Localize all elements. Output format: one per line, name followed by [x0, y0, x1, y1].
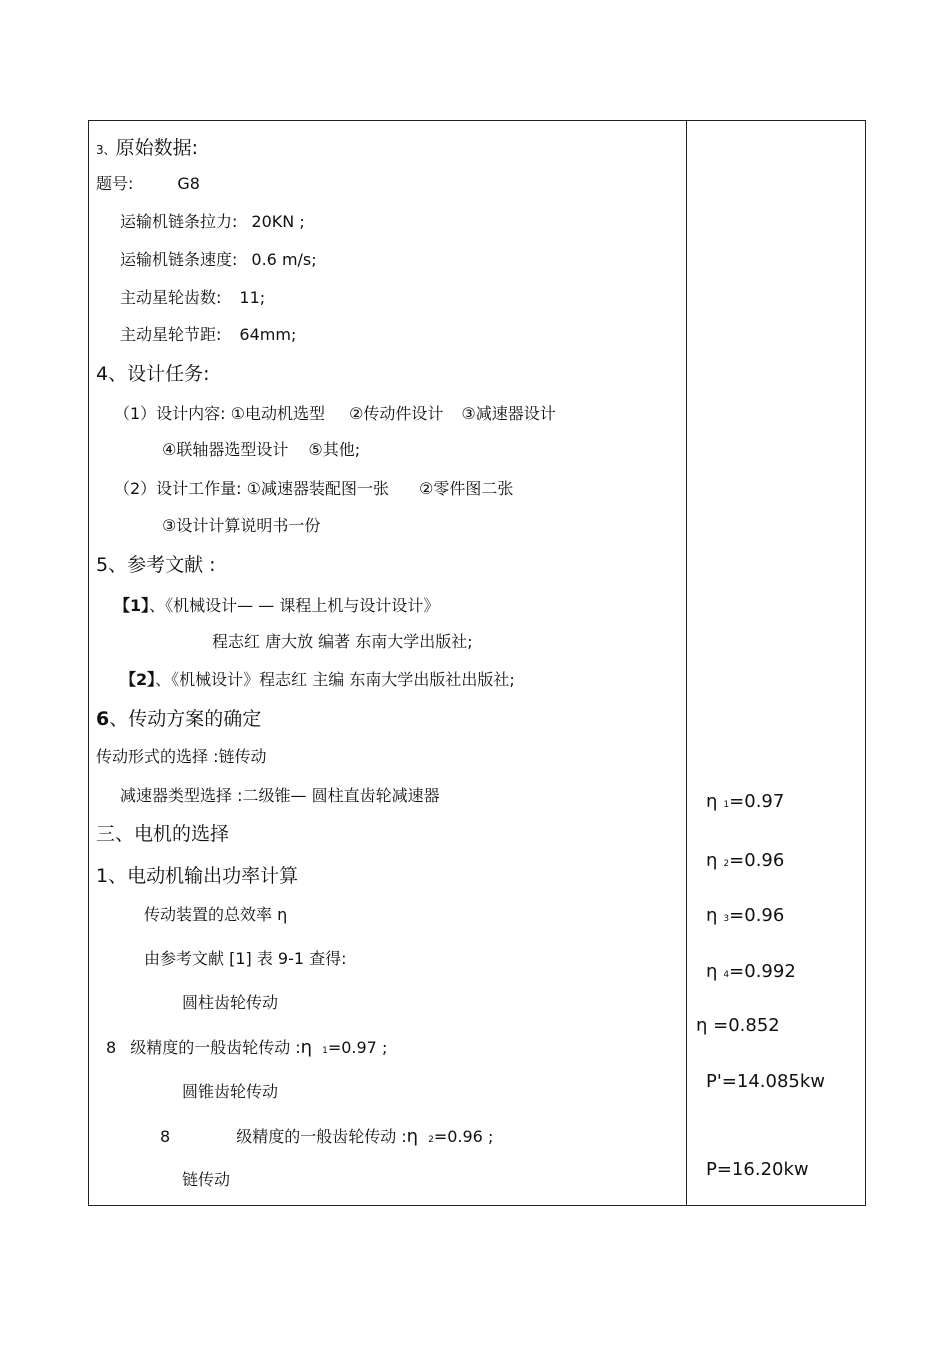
section-6-title: 、传动方案的确定 [109, 708, 262, 730]
reference-1-number: 【1】 [114, 596, 150, 615]
param-row [120, 250, 317, 270]
task-2-item-b: ②零件图二张 [419, 479, 514, 498]
param-label: 主动星轮齿数: [120, 288, 222, 307]
precision-text: 级精度的一般齿轮传动 : [236, 1127, 407, 1146]
eta-symbol: η [696, 1015, 708, 1036]
task-1-item-e: ⑤其他; [308, 440, 361, 459]
section-6-heading [96, 707, 261, 731]
eta-subscript: 4 [723, 970, 730, 980]
eta-symbol: η [706, 850, 718, 871]
param-value: 20KN ; [251, 212, 305, 231]
eta-value: =0.97 ; [327, 1038, 388, 1057]
section-3-heading [96, 136, 198, 160]
bevel-gear-label: 圆锥齿轮传动 [182, 1082, 279, 1101]
chain-drive-label: 链传动 [182, 1170, 231, 1189]
param-label: 运输机链条速度: [120, 250, 238, 269]
section-5-heading: 5、参考文献 : [96, 554, 216, 576]
eta-value: =0.97 [729, 791, 785, 812]
reference-2-text: 、《机械设计》程志红 主编 东南大学出版社出版社; [155, 670, 515, 689]
eta-value: =0.96 ; [433, 1127, 494, 1146]
result-eta-4 [706, 961, 796, 986]
result-eta-total [696, 1015, 780, 1037]
reducer-type-line: 减速器类型选择 :二级锥— 圆柱直齿轮减速器 [120, 786, 440, 805]
param-label: 主动星轮节距: [120, 325, 222, 344]
topic-value: G8 [177, 174, 200, 193]
eta-symbol: η [706, 905, 718, 926]
section-3-title: 原始数据: [115, 137, 199, 159]
result-eta-3 [706, 905, 784, 930]
reference-1-authors: 程志红 唐大放 编著 东南大学出版社; [212, 632, 473, 651]
reference-1-title: 、《机械设计— — 课程上机与设计设计》 [149, 596, 440, 615]
eta-value: =0.96 [729, 850, 785, 871]
eta-subscript: 1 [723, 800, 730, 810]
cylindrical-gear-efficiency [106, 1037, 387, 1061]
topic-line [96, 174, 200, 194]
lookup-line: 由参考文献 [1] 表 9-1 查得: [144, 949, 347, 968]
task-1-item-c: ③减速器设计 [461, 404, 556, 423]
eta-value: =0.852 [707, 1015, 780, 1036]
eta-value: =0.96 [729, 905, 785, 926]
result-p: P=16.20kw [706, 1159, 809, 1180]
eta-symbol: η [406, 1126, 419, 1147]
subsection-1-heading: 1、电动机输出功率计算 [96, 865, 299, 887]
eta-subscript: 2 [428, 1135, 434, 1145]
topic-label: 题号: [96, 174, 134, 193]
task-1-line [114, 404, 556, 424]
precision-number: 8 [160, 1127, 171, 1146]
reference-1 [114, 596, 439, 616]
precision-number: 8 [106, 1038, 117, 1057]
param-value: 64mm; [239, 325, 297, 344]
column-divider [686, 120, 687, 1206]
reference-2-number: 【2】 [120, 670, 156, 689]
bevel-gear-efficiency [160, 1126, 493, 1150]
section-4-heading: 4、设计任务: [96, 363, 210, 385]
eta-subscript: 1 [322, 1046, 328, 1056]
drive-form-line: 传动形式的选择 :链传动 [96, 747, 267, 766]
task-2-line-2: ③设计计算说明书一份 [162, 516, 321, 535]
eta-symbol: η [706, 961, 718, 982]
cylindrical-gear-label: 圆柱齿轮传动 [182, 993, 279, 1012]
result-eta-2 [706, 850, 784, 875]
task-2-line [114, 479, 513, 499]
chapter-3-heading: 三、电机的选择 [96, 823, 230, 845]
param-label: 运输机链条拉力: [120, 212, 238, 231]
task-1-lead: （1）设计内容: ①电动机选型 [114, 404, 326, 423]
reference-2 [120, 670, 515, 690]
param-value: 11; [239, 288, 266, 307]
precision-text: 级精度的一般齿轮传动 : [130, 1038, 301, 1057]
eta-subscript: 3 [723, 914, 730, 924]
param-row [120, 212, 305, 232]
result-p-prime: P'=14.085kw [706, 1071, 826, 1092]
efficiency-intro: 传动装置的总效率 η [144, 905, 288, 924]
task-1-line-2 [162, 440, 360, 460]
eta-value: =0.992 [729, 961, 796, 982]
param-row [120, 325, 296, 345]
param-value: 0.6 m/s; [251, 250, 317, 269]
eta-subscript: 2 [723, 859, 730, 869]
result-eta-1 [706, 791, 784, 816]
eta-symbol: η [706, 791, 718, 812]
section-6-number: 6 [96, 708, 110, 730]
section-3-number: 3、 [96, 143, 116, 157]
task-1-item-b: ②传动件设计 [349, 404, 444, 423]
eta-symbol: η [300, 1037, 313, 1058]
task-2-lead: （2）设计工作量: ①减速器装配图一张 [114, 479, 390, 498]
param-row [120, 288, 265, 308]
task-1-item-d: ④联轴器选型设计 [162, 440, 289, 459]
